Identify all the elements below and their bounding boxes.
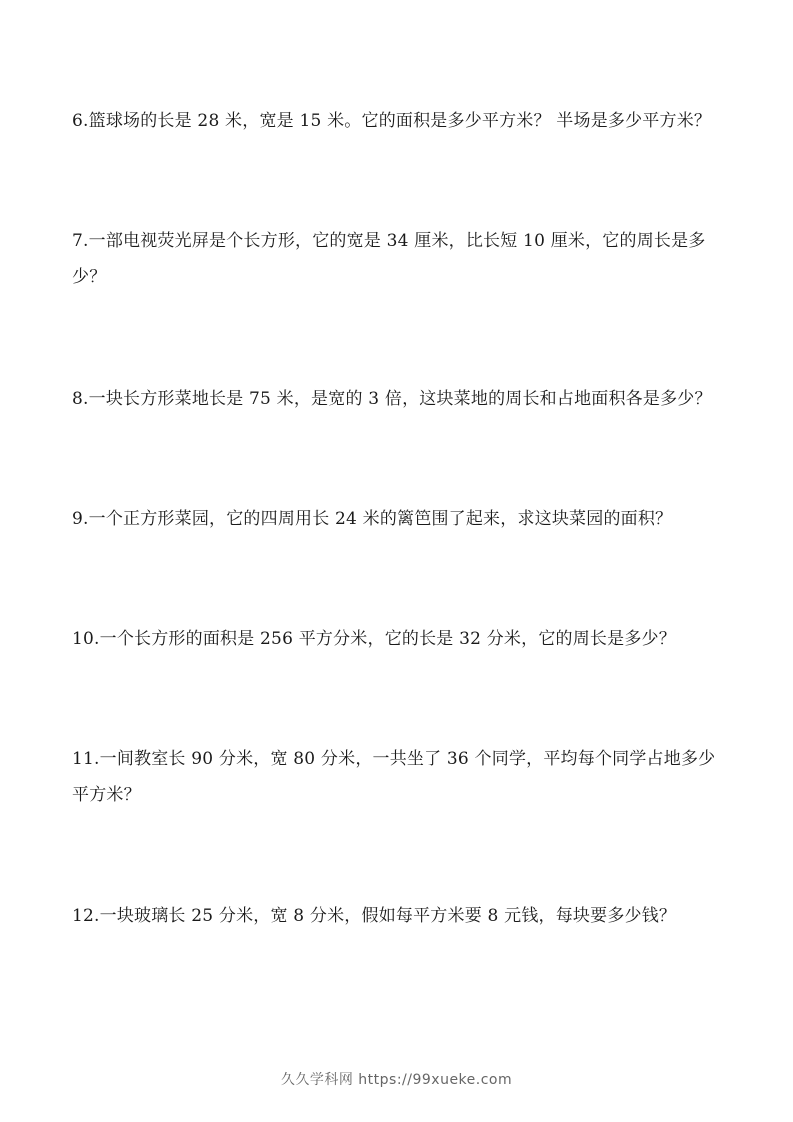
question-6: 6.篮球场的长是 28 米，宽是 15 米。它的面积是多少平方米？ 半场是多少平方米？ <box>72 111 712 131</box>
question-12: 12.一块玻璃长 25 分米，宽 8 分米，假如每平方米要 8 元钱，每块要多少钱？ <box>72 906 677 926</box>
question-9: 9.一个正方形菜园，它的四周用长 24 米的篱笆围了起来，求这块菜园的面积？ <box>72 509 673 529</box>
footer-watermark: 久久学科网 https://99xueke.com <box>280 1072 513 1088</box>
question-8: 8.一块长方形菜地长是 75 米，是宽的 3 倍，这块菜地的周长和占地面积各是多少？ <box>72 389 712 409</box>
question-7: 7.一部电视荧光屏是个长方形，它的宽是 34 厘米，比长短 10 厘米，它的周长是多少？ <box>72 231 706 287</box>
question-10: 10.一个长方形的面积是 256 平方分米，它的长是 32 分米，它的周长是多少？ <box>72 629 676 649</box>
question-11: 11.一间教室长 90 分米，宽 80 分米，一共坐了 36 个同学，平均每个同学占地多少平方米？ <box>72 749 716 805</box>
